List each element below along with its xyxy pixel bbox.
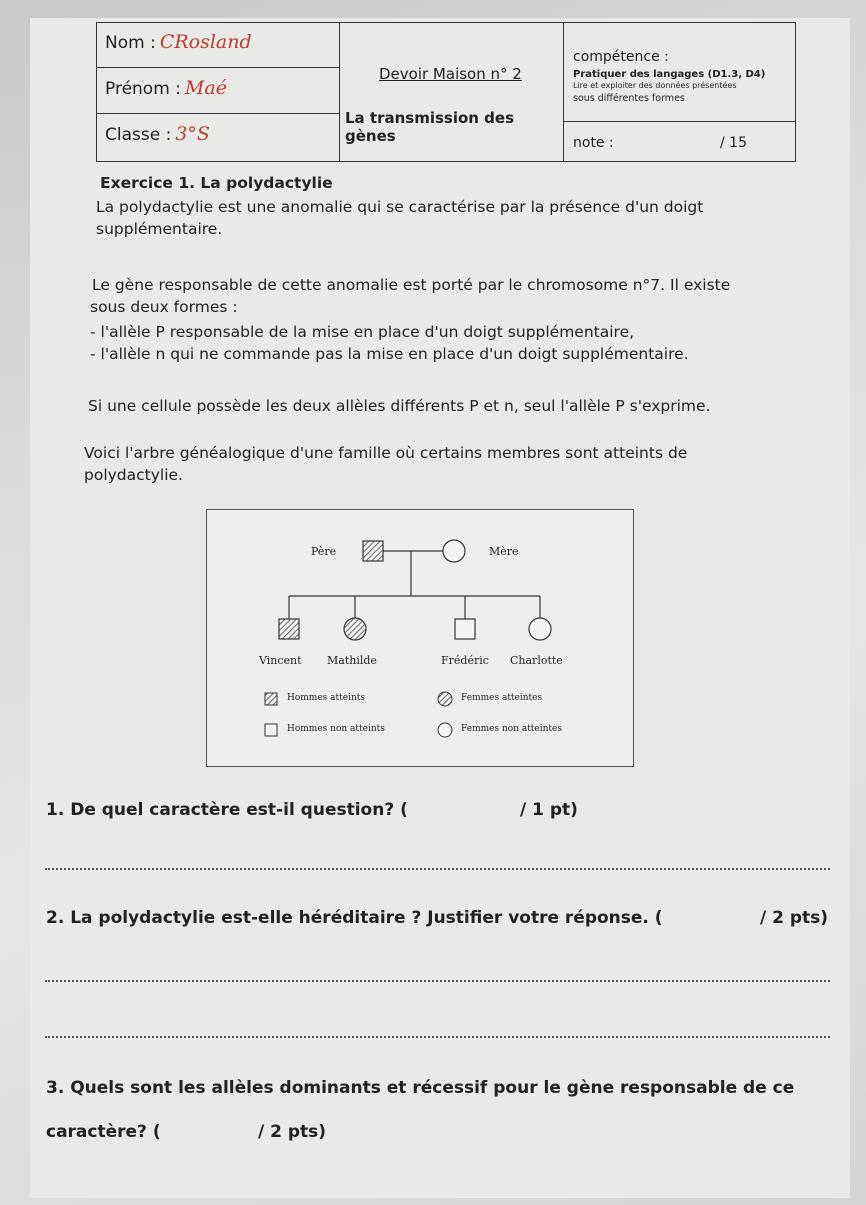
- legend-affected-women: Femmes atteintes: [461, 693, 543, 703]
- legend-unaffected-women-symbol: [438, 723, 452, 737]
- nom-field: [105, 31, 252, 53]
- legend-unaffected-men: Hommes non atteints: [287, 724, 385, 734]
- intro-line-1: La polydactylie est une anomalie qui se caractérise par la présence d'un doigt: [96, 198, 704, 216]
- tree-intro-line-1: Voici l'arbre généalogique d'une famille où certains membres sont atteints de: [84, 444, 688, 462]
- competence-forms: sous différentes formes: [573, 93, 685, 104]
- child-label-mathilde: Mathilde: [327, 654, 377, 667]
- question-3-line-2: caractère? (: [46, 1122, 161, 1142]
- child-label-charlotte: Charlotte: [510, 654, 563, 667]
- question-2: 2. La polydactylie est-elle héréditaire ? Justifier votre réponse. (: [46, 908, 663, 928]
- classe-label: Classe :: [105, 125, 172, 145]
- child-label-frederic: Frédéric: [441, 654, 489, 667]
- exercise-title: Exercice 1. La polydactylie: [100, 174, 333, 192]
- legend-unaffected-women: Femmes non atteintes: [461, 724, 562, 734]
- pedigree-chart: [206, 509, 634, 767]
- nom-label: Nom :: [105, 33, 156, 53]
- mother-label: Mère: [489, 545, 519, 558]
- prenom-value: Maé: [184, 77, 227, 99]
- competence-desc: Lire et exploiter des données présentées: [573, 81, 737, 90]
- frederic-symbol: [455, 619, 475, 639]
- answer-line-1[interactable]: [45, 868, 830, 870]
- header-table: [96, 22, 796, 162]
- legend-affected-women-symbol: [438, 692, 452, 706]
- mother-symbol: [443, 540, 465, 562]
- question-3-points: / 2 pts): [258, 1122, 327, 1142]
- answer-line-2b[interactable]: [45, 1036, 830, 1038]
- child-label-vincent: Vincent: [259, 654, 302, 667]
- note-value: / 15: [720, 135, 747, 151]
- gene-line-2: sous deux formes :: [90, 298, 238, 316]
- question-1-points: / 1 pt): [520, 800, 578, 820]
- father-label: Père: [311, 545, 337, 558]
- allele-n-line: - l'allèle n qui ne commande pas la mise en place d'un doigt supplémentaire.: [90, 345, 689, 363]
- charlotte-symbol: [529, 618, 551, 640]
- question-2-points: / 2 pts): [760, 908, 829, 928]
- assignment-column: [339, 23, 564, 161]
- grading-column: [563, 23, 795, 161]
- vincent-symbol: [279, 619, 299, 639]
- student-info-column: [97, 23, 340, 161]
- prenom-label: Prénom :: [105, 79, 181, 99]
- competence-skill: Pratiquer des langages (D1.3, D4): [573, 69, 766, 80]
- assignment-subtitle: La transmission des gènes: [345, 109, 515, 145]
- legend-unaffected-men-symbol: [265, 724, 277, 736]
- intro-line-2: supplémentaire.: [96, 220, 223, 238]
- prenom-field: [105, 77, 227, 99]
- assignment-title: Devoir Maison n° 2: [379, 65, 522, 83]
- father-symbol: [363, 541, 383, 561]
- classe-value: 3°S: [175, 123, 210, 145]
- competence-label: compétence :: [573, 49, 669, 65]
- tree-intro-line-2: polydactylie.: [84, 466, 183, 484]
- answer-line-2a[interactable]: [45, 980, 830, 982]
- pedigree-graphic: [207, 510, 635, 768]
- classe-field: [105, 123, 210, 145]
- nom-value: CRosland: [159, 31, 252, 53]
- question-1: 1. De quel caractère est-il question? (: [46, 800, 408, 820]
- legend-affected-men-symbol: [265, 693, 277, 705]
- gene-line-1: Le gène responsable de cette anomalie est porté par le chromosome n°7. Il existe: [92, 276, 731, 294]
- mathilde-symbol: [344, 618, 366, 640]
- question-3-line-1: 3. Quels sont les allèles dominants et récessif pour le gène responsable de ce: [46, 1078, 795, 1098]
- legend-affected-men: Hommes atteints: [287, 693, 365, 703]
- expression-line: Si une cellule possède les deux allèles différents P et n, seul l'allèle P s'exprime.: [88, 397, 711, 415]
- allele-p-line: - l'allèle P responsable de la mise en place d'un doigt supplémentaire,: [90, 323, 635, 341]
- note-label: note :: [573, 135, 614, 151]
